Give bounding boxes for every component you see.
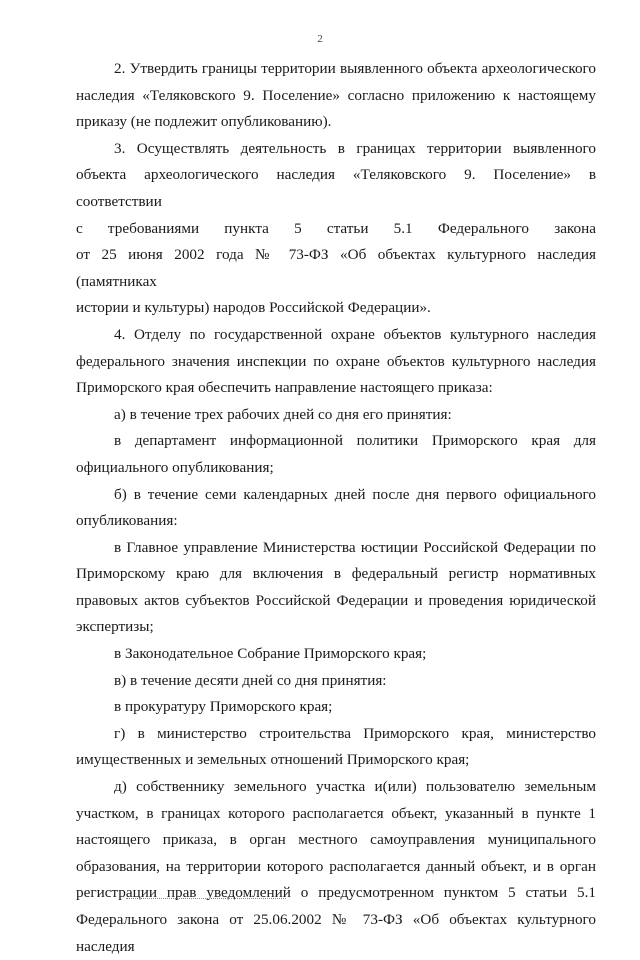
text-line: в прокуратуру Приморского края;	[114, 698, 333, 716]
text-line: Приморского края обеспечить направление настоящего приказа:	[76, 379, 493, 397]
text-line: Приморскому краю для включения в федеральный регистр нормативных	[76, 565, 596, 583]
text-line: с требованиями пункта 5 статьи 5.1 Федерального закона	[76, 219, 596, 237]
scan-edge-mark	[126, 898, 286, 900]
text-line: в Главное управление Министерства юстиции Российской Федерации по	[114, 538, 596, 556]
text-line: в Законодательное Собрание Приморского края;	[114, 645, 427, 663]
document-body	[76, 56, 596, 960]
text-line: имущественных и земельных отношений Приморского края;	[76, 751, 470, 769]
text-line: г) в министерство строительства Приморского края, министерство	[114, 724, 596, 742]
text-line: Федерального закона от 25.06.2002 № 73-ФЗ «Об объектах культурного наследия	[76, 911, 596, 955]
text-line: правовых актов субъектов Российской Федерации и проведения юридической	[76, 591, 596, 609]
text-line: от 25 июня 2002 года № 73-ФЗ «Об объектах культурного наследия (памятниках	[76, 246, 596, 290]
text-line: федерального значения инспекции по охране объектов культурного наследия	[76, 352, 596, 370]
text-line: 4. Отделу по государственной охране объектов культурного наследия	[114, 325, 596, 343]
text-line: д) собственнику земельного участка и(или) пользователю земельным	[114, 778, 596, 796]
text-line: объекта археологического наследия «Теляковского 9. Поселение» в соответствии	[76, 166, 596, 210]
text-line: в) в течение десяти дней со дня принятия:	[114, 671, 387, 689]
text-line: регистрации прав уведомлений о предусмотренном пунктом 5 статьи 5.1	[76, 884, 596, 902]
page-number: 2	[317, 33, 323, 45]
text-line: образования, на территории которого располагается данный объект, и в орган	[76, 857, 596, 875]
text-line: истории и культуры) народов Российской Федерации».	[76, 299, 431, 317]
text-line: настоящего приказа, в орган местного самоуправления муниципального	[76, 831, 596, 849]
text-line: официального опубликования;	[76, 458, 274, 476]
text-line: в департамент информационной политики Приморского края для	[114, 432, 596, 450]
text-line: экспертизы;	[76, 618, 154, 636]
text-line: наследия «Теляковского 9. Поселение» согласно приложению к настоящему	[76, 86, 596, 104]
text-line: 3. Осуществлять деятельность в границах территории выявленного	[114, 139, 596, 157]
text-line: 2. Утвердить границы территории выявленного объекта археологического	[114, 60, 596, 77]
text-line: участком, в границах которого располагается объект, указанный в пункте 1	[76, 804, 596, 822]
text-line: приказу (не подлежит опубликованию).	[76, 113, 332, 131]
text-line: а) в течение трех рабочих дней со дня его принятия:	[114, 405, 452, 423]
text-line: б) в течение семи календарных дней после дня первого официального	[114, 485, 596, 503]
text-line: опубликования:	[76, 512, 178, 530]
